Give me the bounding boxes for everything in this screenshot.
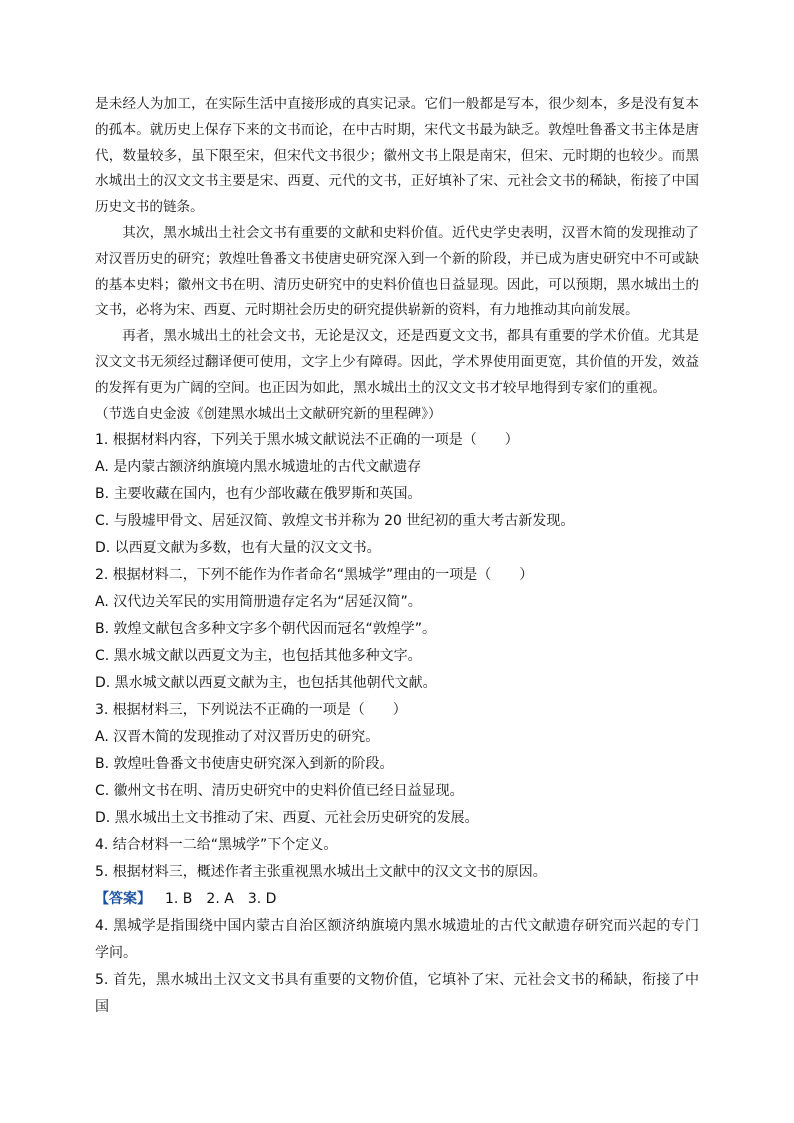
question-1-option-b: B. 主要收藏在国内，也有少部收藏在俄罗斯和英国。 — [95, 486, 422, 503]
explanation-4: 4. 黑城学是指围绕中国内蒙古自治区额济纳旗境内黑水城遗址的古代文献遗存研究而兴起的专门学问。 — [95, 918, 699, 962]
question-2-option-d: D. 黑水城文献以西夏文献为主，也包括其他朝代文献。 — [95, 675, 437, 692]
question-2-option-c: C. 黑水城文献以西夏文为主，也包括其他多种文字。 — [95, 648, 422, 665]
document-page — [95, 92, 699, 1021]
answer-item-2: 2. A — [206, 891, 234, 908]
question-3-option-b: B. 敦煌吐鲁番文书使唐史研究深入到新的阶段。 — [95, 756, 394, 773]
answer-key — [95, 886, 699, 913]
passage-paragraph-3: 再者，黑水城出土的社会文书，无论是汉文，还是西夏文文书，都具有重要的学术价值。尤其是汉文文书无须经过翻译便可使用，文字上少有障碍。因此，学术界使用面更宽，其价值的开发，效益的发挥有更为广阔的空间。也正因为如此，黑水城出土的汉文文书才较早地得到专家们的重视。 — [95, 328, 699, 396]
question-3-option-c: C. 徽州文书在明、清历史研究中的史料价值已经日益显现。 — [95, 783, 464, 800]
passage-source: （节选自史金波《创建黑水城出土文献研究新的里程碑》） — [95, 405, 442, 422]
question-3-option-a: A. 汉晋木简的发现推动了对汉晋历史的研究。 — [95, 729, 380, 746]
question-2-option-b: B. 敦煌文献包含多种文字多个朝代因而冠名“敦煌学”。 — [95, 621, 437, 638]
question-3-stem: 3. 根据材料三，下列说法不正确的一项是（ ） — [95, 702, 407, 719]
passage-paragraph-2: 其次，黑水城出土社会文书有重要的文献和史料价值。近代史学史表明，汉晋木简的发现推动了对汉晋历史的研究；敦煌吐鲁番文书使唐史研究深入到一个新的阶段，并已成为唐史研究中不可或缺的基本史料；徽州文书在明、清历史研究中的史料价值也日益显现。因此，可以预期，黑水城出土的文书，必将为宋、西夏、元时期社会历史的研究提供崭新的资料，有力地推动其向前发展。 — [95, 224, 699, 319]
passage-paragraph-1: 是未经人为加工，在实际生活中直接形成的真实记录。它们一般都是写本，很少刻本，多是没有复本的孤本。就历史上保存下来的文书而论，在中古时期，宋代文书最为缺乏。敦煌吐鲁番文书主体是唐代，数量较多，虽下限至宋，但宋代文书很少；徽州文书上限是南宋，但宋、元时期的也较少。而黑水城出土的汉文文书主要是宋、西夏、元代的文书，正好填补了宋、元社会文书的稀缺，衔接了中国历史文书的链条。 — [95, 96, 699, 216]
answer-explanations — [95, 913, 699, 1021]
explanation-5: 5. 首先，黑水城出土汉文文书具有重要的文物价值，它填补了宋、元社会文书的稀缺，衔接了中国 — [95, 972, 699, 1016]
question-1-option-c: C. 与殷墟甲骨文、居延汉简、敦煌文书并称为 20 世纪初的重大考古新发现。 — [95, 513, 575, 530]
reading-passage — [95, 92, 699, 427]
question-2-option-a: A. 汉代边关军民的实用简册遗存定名为“居延汉简”。 — [95, 594, 422, 611]
question-3-option-d: D. 黑水城出土文书推动了宋、西夏、元社会历史研究的发展。 — [95, 810, 479, 827]
question-1-option-d: D. 以西夏文献为多数，也有大量的汉文文书。 — [95, 540, 381, 557]
question-1-stem: 1. 根据材料内容，下列关于黑水城文献说法不正确的一项是（ ） — [95, 432, 519, 449]
answer-item-1: 1. B — [165, 891, 193, 908]
question-list — [95, 427, 699, 886]
question-1-option-a: A. 是内蒙古额济纳旗境内黑水城遗址的古代文献遗存 — [95, 459, 422, 476]
question-5-stem: 5. 根据材料三，概述作者主张重视黑水城出土文献中的汉文文书的原因。 — [95, 864, 547, 881]
question-4-stem: 4. 结合材料一二给“黑城学”下个定义。 — [95, 837, 338, 854]
answer-label: 【答案】 — [95, 891, 151, 908]
question-2-stem: 2. 根据材料二，下列不能作为作者命名“黑城学”理由的一项是（ ） — [95, 567, 534, 584]
answer-item-3: 3. D — [247, 891, 277, 908]
